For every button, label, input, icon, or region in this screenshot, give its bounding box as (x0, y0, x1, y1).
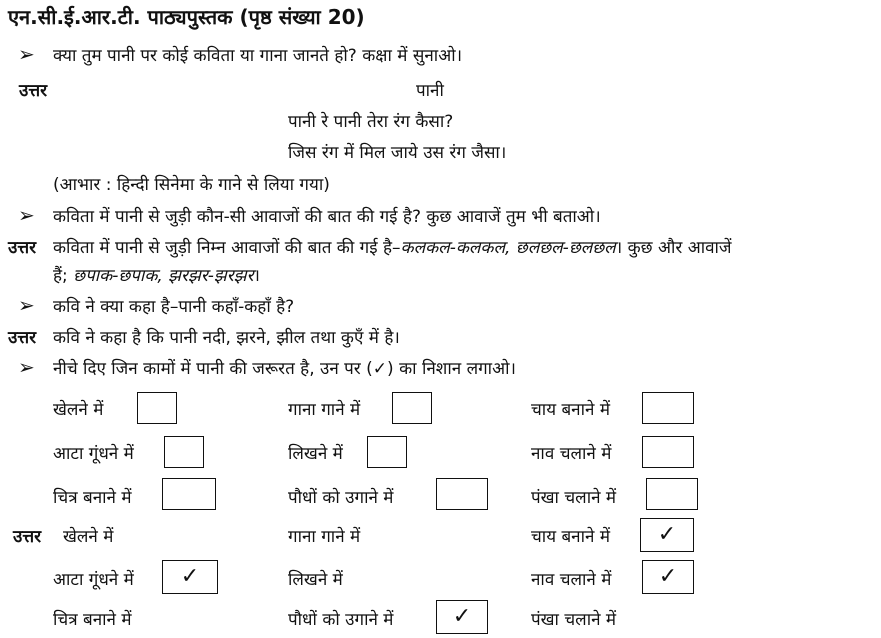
answer-label: उत्तर (13, 527, 42, 547)
answer-item-pankha: पंखा चलाने में (531, 610, 617, 630)
poem-line-2: जिस रंग में मिल जाये उस रंग जैसा। (288, 143, 507, 163)
checkbox-gana[interactable] (392, 392, 432, 424)
question-4-text: नीचे दिए जिन कामों में पानी की जरूरत है, उन पर ( (53, 359, 373, 379)
answer-item-paudho: पौधों को उगाने में (288, 610, 394, 630)
answer-2-sounds: कलकल-कलकल, छलछल-छलछल (400, 238, 616, 258)
item-gana: गाना गाने में (288, 400, 361, 420)
answer-checkbox-naav: ✓ (642, 560, 694, 594)
checkbox-chitra[interactable] (162, 478, 216, 510)
item-chay: चाय बनाने में (531, 400, 611, 420)
answer-2-text: । कुछ और आवाजें (615, 238, 732, 258)
answer-checkbox-chay: ✓ (640, 518, 694, 552)
question-4 (53, 356, 516, 379)
poem-credit: (आभार : हिन्दी सिनेमा के गाने से लिया गया) (53, 175, 330, 195)
answer-item-aata: आटा गूंधने में (53, 570, 134, 590)
answer-2-line-2 (53, 263, 260, 286)
answer-label: उत्तर (8, 328, 37, 348)
answer-item-gana: गाना गाने में (288, 527, 361, 547)
question-2: कविता में पानी से जुड़ी कौन-सी आवाजों की बात की गई है? कुछ आवाजें तुम भी बताओ। (53, 207, 601, 227)
answer-checkbox-paudho: ✓ (436, 600, 488, 634)
tick-icon: ✓ (372, 359, 388, 379)
checkbox-likhne[interactable] (367, 436, 407, 468)
checkbox-chay[interactable] (642, 392, 694, 424)
checkbox-aata[interactable] (164, 436, 204, 468)
answer-item-naav: नाव चलाने में (531, 570, 612, 590)
question-3: कवि ने क्या कहा है–पानी कहाँ-कहाँ है? (53, 297, 295, 317)
item-pankha: पंखा चलाने में (531, 488, 617, 508)
checkbox-pankha[interactable] (646, 478, 698, 510)
item-aata: आटा गूंधने में (53, 444, 134, 464)
question-4-text: ) का निशान लगाओ। (387, 359, 516, 379)
poem-title: पानी (416, 81, 444, 101)
poem-line-1: पानी रे पानी तेरा रंग कैसा? (288, 112, 454, 132)
bullet-arrow-icon: ➢ (18, 203, 35, 227)
checkbox-khelne[interactable] (137, 392, 177, 424)
answer-item-likhne: लिखने में (288, 570, 343, 590)
item-likhne: लिखने में (288, 444, 343, 464)
answer-2-text: । (253, 266, 260, 286)
answer-2-text: कविता में पानी से जुड़ी निम्न आवाजों की बात की गई है– (53, 238, 401, 258)
answer-item-chitra: चित्र बनाने में (53, 610, 132, 630)
bullet-arrow-icon: ➢ (18, 355, 35, 379)
checkbox-paudho[interactable] (436, 478, 488, 510)
answer-2-line-1 (53, 235, 732, 258)
answer-label: उत्तर (19, 81, 48, 101)
answer-item-chay: चाय बनाने में (531, 527, 611, 547)
answer-3: कवि ने कहा है कि पानी नदी, झरने, झील तथा कुएँ में है। (53, 328, 400, 348)
item-paudho: पौधों को उगाने में (288, 488, 394, 508)
checkbox-naav[interactable] (642, 436, 694, 468)
page-heading: एन.सी.ई.आर.टी. पाठ्यपुस्तक (पृष्ठ संख्या 20) (8, 5, 365, 29)
answer-checkbox-aata: ✓ (162, 560, 218, 594)
question-1: क्या तुम पानी पर कोई कविता या गाना जानते हो? कक्षा में सुनाओ। (53, 46, 463, 66)
item-chitra: चित्र बनाने में (53, 488, 132, 508)
bullet-arrow-icon: ➢ (18, 293, 35, 317)
item-khelne: खेलने में (53, 400, 104, 420)
bullet-arrow-icon: ➢ (18, 42, 35, 66)
answer-item-khelne: खेलने में (63, 527, 114, 547)
item-naav: नाव चलाने में (531, 444, 612, 464)
answer-2-text: हैं; (53, 266, 74, 286)
answer-2-sounds: छपाक-छपाक, झरझर-झरझर (73, 266, 254, 286)
answer-label: उत्तर (8, 238, 37, 258)
